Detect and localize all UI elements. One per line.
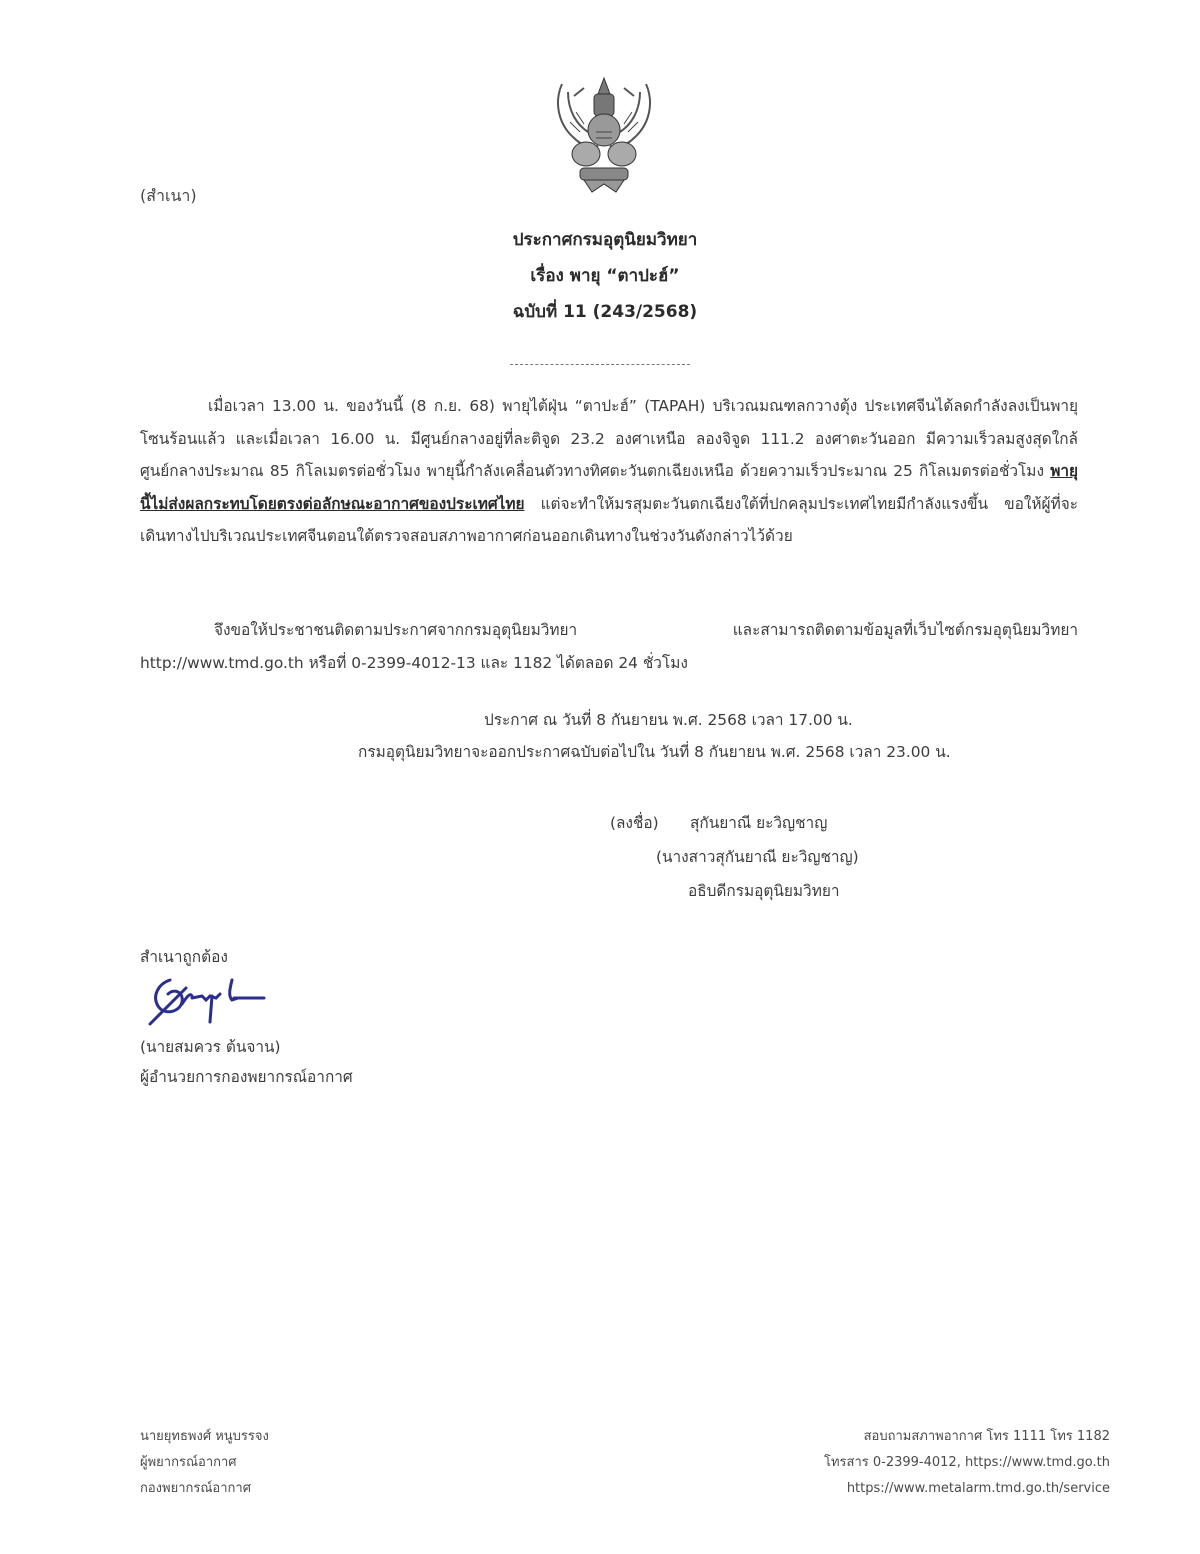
announcement-title xyxy=(400,222,810,330)
certifier-position: ผู้อำนวยการกองพยากรณ์อากาศ xyxy=(140,1068,353,1086)
footer-contact xyxy=(824,1424,1110,1502)
handwritten-signature-icon xyxy=(146,974,276,1030)
contact-phone: สอบถามสภาพอากาศ โทร 1111 โทร 1182 xyxy=(863,1429,1110,1444)
next-issue-date: กรมอุตุนิยมวิทยาจะออกประกาศฉบับต่อไปใน วันที่ 8 กันยายน พ.ศ. 2568 เวลา 23.00 น. xyxy=(358,743,951,761)
forecaster-division: กองพยากรณ์อากาศ xyxy=(140,1481,251,1496)
contact-metalarm-url: https://www.metalarm.tmd.go.th/service xyxy=(846,1481,1110,1496)
certifier-name: (นายสมควร ต้นจาน) xyxy=(140,1038,281,1056)
copy-mark: (สำเนา) xyxy=(140,186,197,205)
issued-block xyxy=(340,704,1040,768)
title-issue-number: ฉบับที่ 11 (243/2568) xyxy=(512,302,698,322)
garuda-emblem-icon xyxy=(540,72,668,200)
forecaster-title: ผู้พยากรณ์อากาศ xyxy=(140,1455,237,1470)
paragraph-storm-details xyxy=(140,390,1078,553)
title-separator xyxy=(510,364,690,365)
contact-fax-website: โทรสาร 0-2399-4012, https://www.tmd.go.th xyxy=(824,1455,1110,1470)
signed-label: (ลงชื่อ) xyxy=(610,814,659,832)
certifier-block xyxy=(140,1032,353,1092)
title-agency: ประกาศกรมอุตุนิยมวิทยา xyxy=(512,230,698,250)
title-subject: เรื่อง พายุ “ตาปะฮ์” xyxy=(530,266,680,286)
signed-name: สุกันยาณี ยะวิญชาญ xyxy=(690,814,828,832)
forecaster-name: นายยุทธพงศ์ หนูบรรจง xyxy=(140,1429,269,1444)
signatory-block xyxy=(610,806,859,908)
paragraph1-text-after: แต่จะทำให้มรสุมตะวันตกเฉียงใต้ที่ปกคลุมประเทศไทยมีกำลังแรงขึ้น ขอให้ผู้ที่จะเดินทางไปบริเวณประเทศจีนตอนใต้ตรวจสอบสภาพอากาศก่อนออกเดินทางในช่วงวันดังกล่าวไว้ด้วย xyxy=(140,494,1078,545)
paragraph-follow-updates xyxy=(140,614,1078,679)
signatory-position: อธิบดีกรมอุตุนิยมวิทยา xyxy=(688,882,840,900)
signed-row xyxy=(610,806,859,840)
emphasis-no-impact: พายุนี้ไม่ส่งผลกระทบโดยตรงต่อลักษณะอากาศของประเทศไทย xyxy=(140,462,1078,513)
paragraph2-text: จึงขอให้ประชาชนติดตามประกาศจากกรมอุตุนิยมวิทยา และสามารถติดตามข้อมูลที่เว็บไซต์กรมอุตุนิยมวิทยา http://www.tmd.go.th หรือที่ 0-2399-4012-13 และ 1182 ได้ตลอด 24 ชั่วโมง xyxy=(140,621,1078,672)
issued-date: ประกาศ ณ วันที่ 8 กันยายน พ.ศ. 2568 เวลา 17.00 น. xyxy=(484,711,853,729)
signatory-full-name: (นางสาวสุกันยาณี ยะวิญชาญ) xyxy=(656,848,859,866)
footer-forecaster xyxy=(140,1424,269,1502)
paragraph1-text: เมื่อเวลา 13.00 น. ของวันนี้ (8 ก.ย. 68) พายุไต้ฝุ่น “ตาปะฮ์” (TAPAH) บริเวณมณฑลกวางตุ้ง ประเทศจีนได้ลดกำลังลงเป็นพายุโซนร้อนแล้ว และเมื่อเวลา 16.00 น. มีศูนย์กลางอยู่ที่ละติจูด 23.2 องศาเหนือ ลองจิจูด 111.2 องศาตะวันออก มีความเร็วลมสูงสุดใกล้ศูนย์กลางประมาณ 85 กิโลเมตรต่อชั่วโมง พายุนี้กำลังเคลื่อนตัวทางทิศตะวันตกเฉียงเหนือ ด้วยความเร็วประมาณ 25 กิโลเมตรต่อชั่วโมง xyxy=(140,397,1078,480)
certified-copy-label: สำเนาถูกต้อง xyxy=(140,948,228,966)
